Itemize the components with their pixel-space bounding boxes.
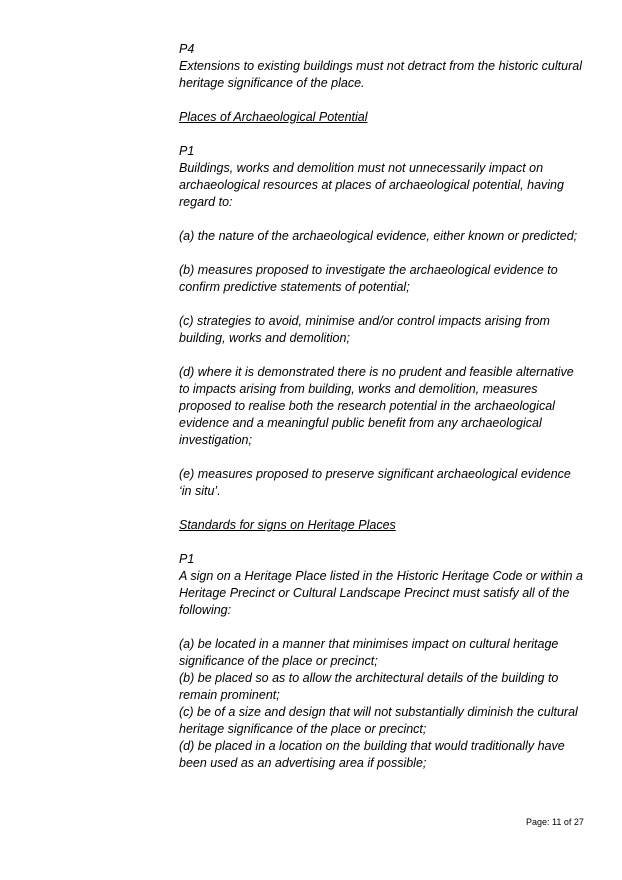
signs-item-c: (c) be of a size and design that will not substantially diminish the cultural heritage significance of the place or precinct; bbox=[179, 705, 578, 736]
archaeological-item-e: (e) measures proposed to preserve significant archaeological evidence ‘in situ’. bbox=[179, 467, 571, 498]
signs-item-d: (d) be placed in a location on the building that would traditionally have been used as an advertising area if possible; bbox=[179, 739, 565, 770]
archaeological-section-heading: Places of Archaeological Potential bbox=[179, 110, 368, 124]
archaeological-item-d: (d) where it is demonstrated there is no prudent and feasible alternative to impacts arising from building, works and demolition, measures proposed to realise both the research potential in the archaeological evidence and a meaningful public benefit from any archaeological investigation; bbox=[179, 365, 574, 447]
p4-label: P4 bbox=[179, 42, 195, 56]
signs-p1-text: A sign on a Heritage Place listed in the Historic Heritage Code or within a Heritage Precinct or Cultural Landscape Precinct must satisfy all of the following: bbox=[179, 569, 583, 617]
signs-section-heading: Standards for signs on Heritage Places bbox=[179, 518, 396, 532]
signs-p1-label: P1 bbox=[179, 552, 195, 566]
archaeological-item-c: (c) strategies to avoid, minimise and/or control impacts arising from building, works and demolition; bbox=[179, 314, 550, 345]
archaeological-item-a: (a) the nature of the archaeological evidence, either known or predicted; bbox=[179, 229, 578, 243]
p4-text: Extensions to existing buildings must not detract from the historic cultural heritage significance of the place. bbox=[179, 59, 582, 90]
signs-item-b: (b) be placed so as to allow the architectural details of the building to remain prominent; bbox=[179, 671, 559, 702]
archaeological-p1-text: Buildings, works and demolition must not unnecessarily impact on archaeological resources at places of archaeological potential, having regard to: bbox=[179, 161, 564, 209]
page-content bbox=[179, 41, 584, 772]
signs-item-a: (a) be located in a manner that minimises impact on cultural heritage significance of the place or precinct; bbox=[179, 637, 559, 668]
page-number: Page: 11 of 27 bbox=[526, 817, 584, 827]
archaeological-p1-label: P1 bbox=[179, 144, 195, 158]
archaeological-item-b: (b) measures proposed to investigate the archaeological evidence to confirm predictive statements of potential; bbox=[179, 263, 558, 294]
